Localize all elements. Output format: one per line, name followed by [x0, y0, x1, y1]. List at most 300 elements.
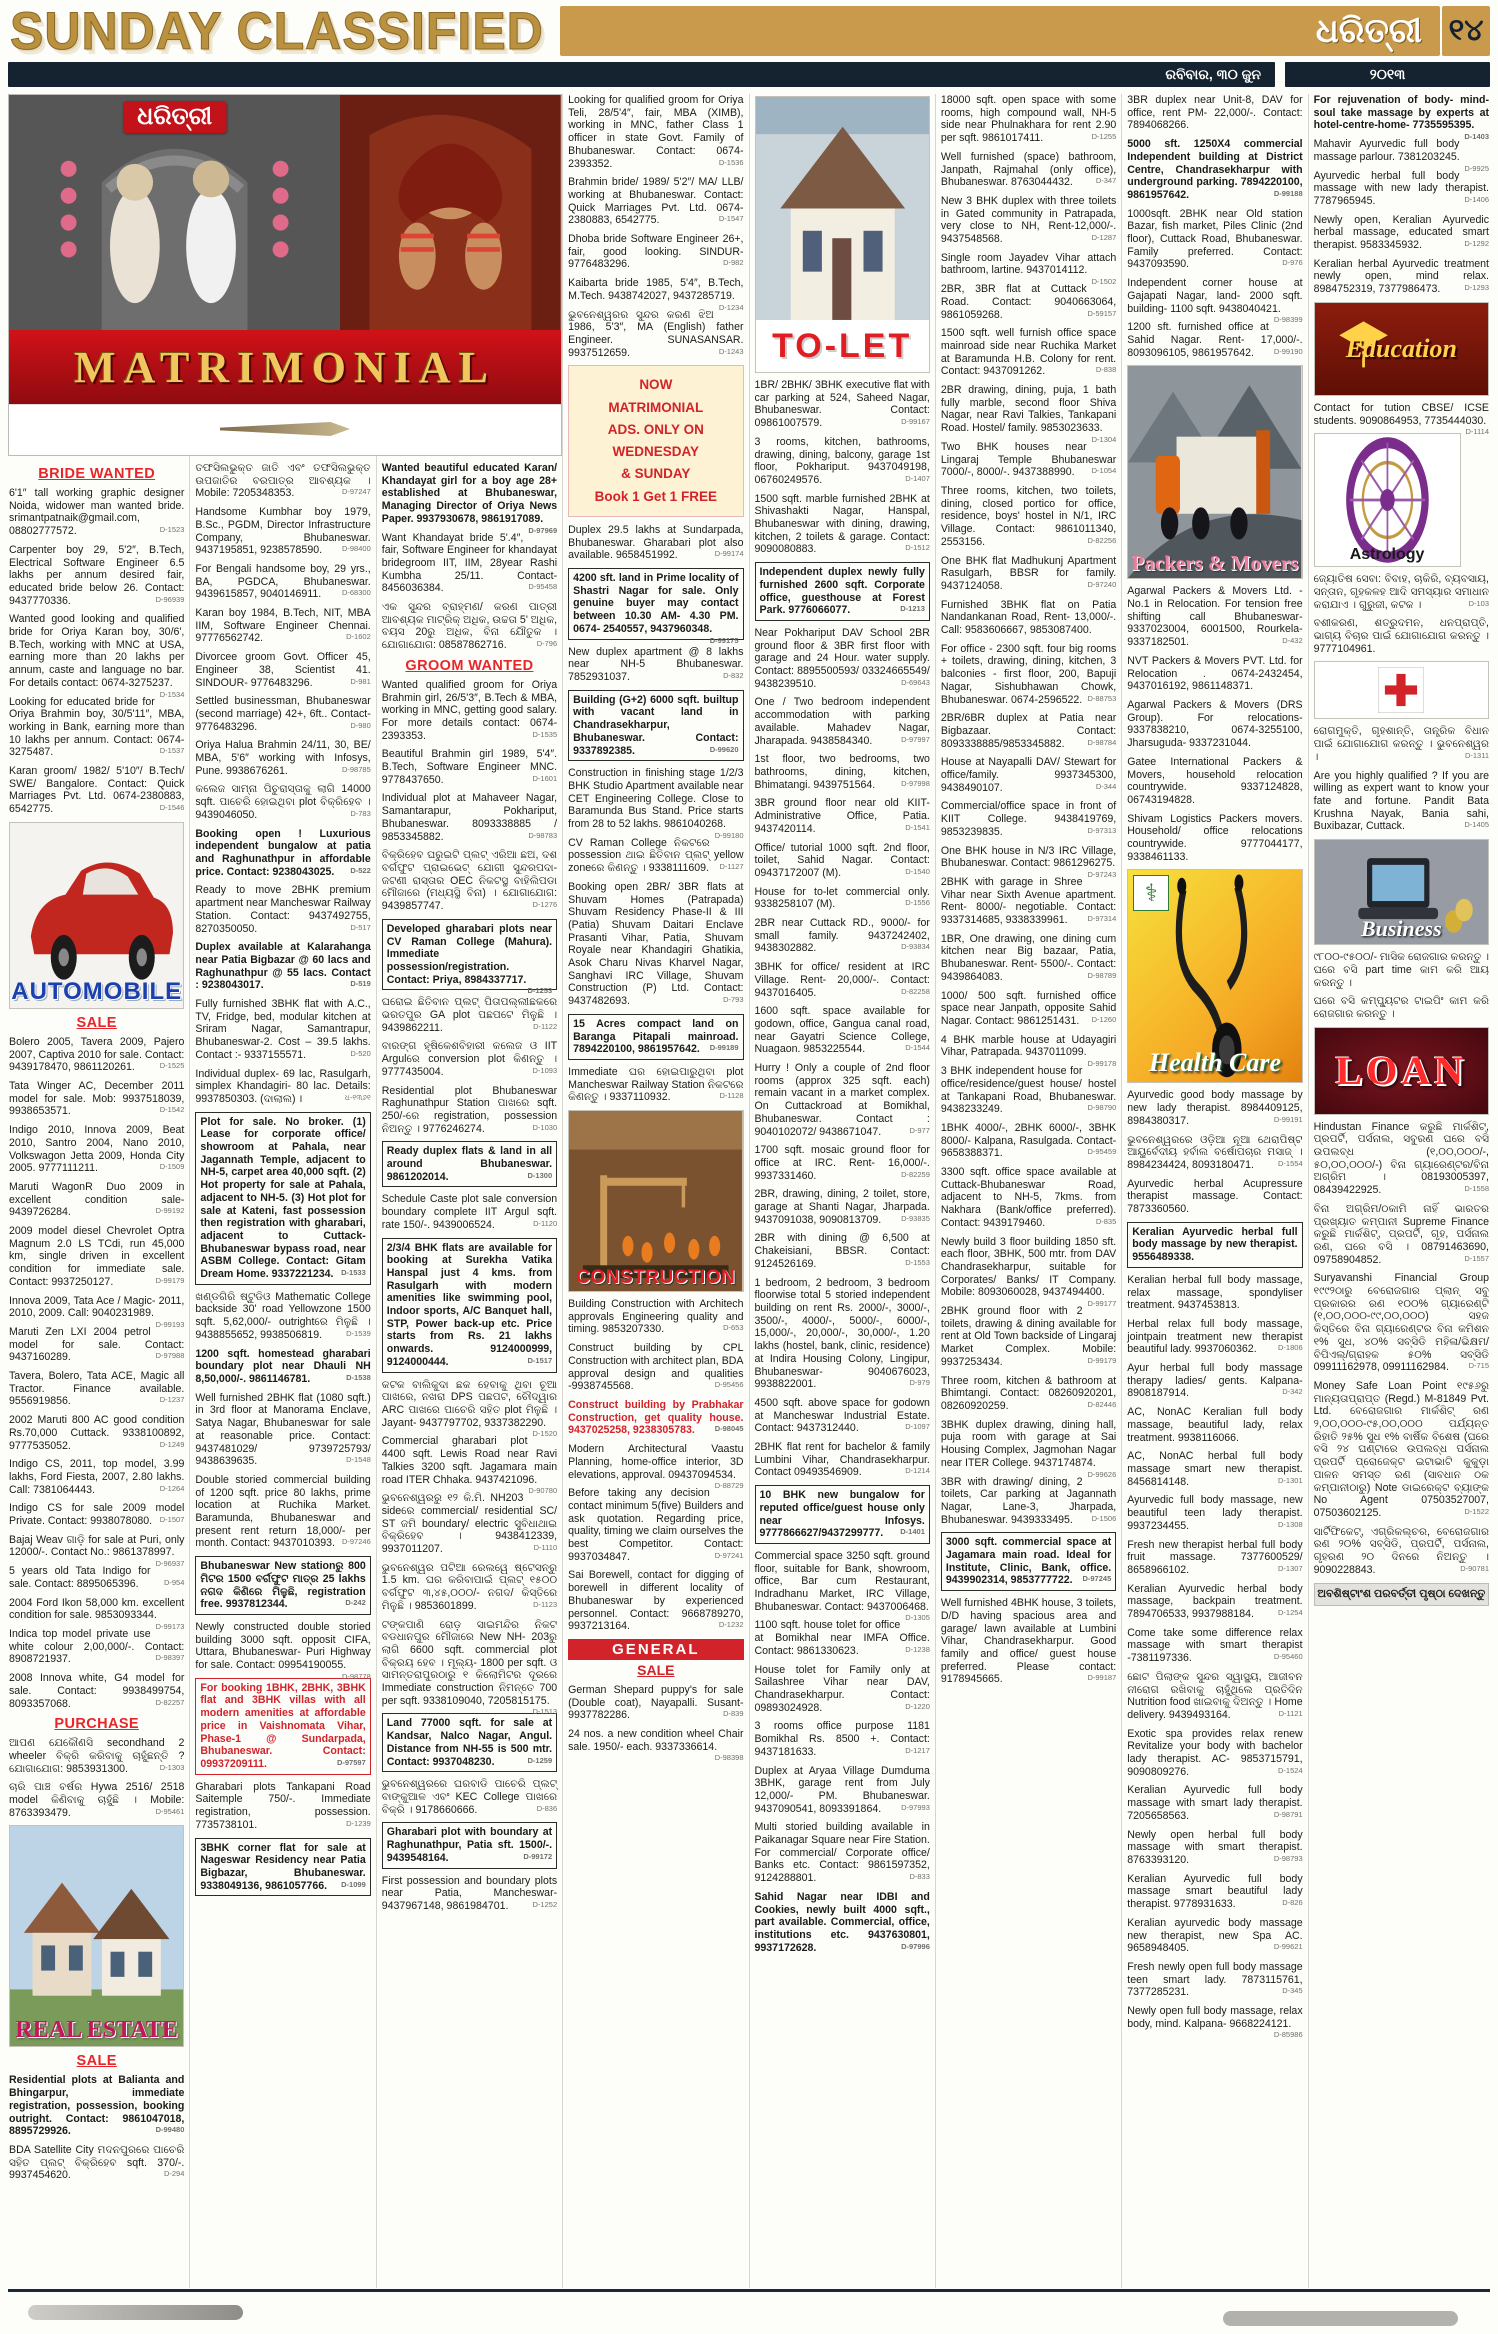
ad-id: D-835 [1095, 1216, 1117, 1226]
ad-id: D-1507 [159, 1515, 185, 1525]
ad-id: D-1213 [900, 604, 925, 614]
ad-id: D-653 [723, 1323, 744, 1333]
banner-footer [9, 404, 561, 453]
classified-ad: Residential plots at Balianta and Bhingarpur, immediate registration, possession, booking outright. Contact: 9861047018, 8895729926. D-99480 [9, 2074, 185, 2138]
classified-ad: Bolero 2005, Tavera 2009, Pajero 2007, Captiva 2010 for sale. Contact: 9439178470, 9861120261. D-1525 [9, 1035, 185, 1074]
classified-ad: Building (G+2) 6000 sqft. builtup with vacant land in Chandrasekharpur, Bhubaneswar. Contact: 9337892385. D-99620 [568, 690, 743, 762]
classified-ad: ଭୁବନେଶ୍ୱରରେ ଓଡ଼ିଆ ନୂଆ ଥେରାପିଷ୍ଟ ଆୟୁର୍ବେଦୀୟ ହର୍ବାଲ ବର୍ଷୋପଚାର ମସାଜ୍ । 8984234424, 8093180471. D-1554 [1127, 1133, 1303, 1171]
section-header-sale: SALE [76, 2053, 117, 2070]
classified-ad: Indigo CS for sale 2009 model Private. Contact: 9938078080. D-1507 [9, 1502, 185, 1528]
classified-ad: Tavera, Bolero, Tata ACE, Magic all Tractor. Finance available. 9556919856. D-1237 [9, 1370, 185, 1408]
classified-ad: For office - 2300 sqft. four big rooms + toilets, drawing, dining, kitchen, 3 balconies - first floor, 200, Bapuji Nagar, Sishubhawan Chowk, Bhubaneswar. 0674-2596522. D-88753 [940, 642, 1117, 706]
caduceus-icon: ⚕ [1133, 875, 1169, 911]
column-7 [1121, 94, 1307, 2288]
classified-ad: 4200 sft. land in Prime locality of Shastri Nagar for sale. Only genuine buyer may contact between 10.30 AM- 4.30 PM. 0674- 2540557, 9437960348. D-99175 [568, 568, 743, 640]
ad-id: D-1407 [905, 473, 930, 483]
classified-ad: Fully furnished 3BHK flat with A.C., TV, Fridge, bed, modular kitchen at Sriram Nagar, Samantrapur, Bhubaneswar-2. Cost – 39.5 lakhs. Contact :- 9337155571. D-520 [195, 998, 371, 1061]
automobile-label: AUTOMOBILE [11, 977, 183, 1005]
ad-id: D-98785 [341, 764, 371, 774]
classified-ad: 2BR near Cuttack RD., 9000/- for small family. 9437242402, 9438302882. D-93834 [754, 917, 930, 955]
ad-id: D-98784 [1087, 737, 1117, 747]
classified-ad: 6'1″ tall working graphic designer Noida, widower man wanted bride. srimantpatnaik@gmail.com, 08802777572. D-1523 [9, 487, 185, 538]
classified-ad: Dhoba bride Software Engineer 26+, fair, good looking. SINDUR- 9776483296. D-982 [568, 233, 744, 271]
classified-ad: 4 BHK marble house at Udayagiri Vihar, Patrapada. 9437011099. D-99178 [940, 1033, 1117, 1069]
classified-ad: Sahid Nagar near IDBI and Cookies, newly built 4000 sqft., part available. Commercial, office, institutions etc. 9437630801, 9937172628. D-97996 [754, 1890, 930, 1954]
classified-ad: House for to-let commercial only. 9338258107 (M). D-1556 [754, 885, 930, 911]
classified-ad: ବାରଙ୍ଗ ହୃଷିକେଶବିହାରୀ କଲେଜ ଓ IIT Argulରେ conversion plot କିଣନ୍ତୁ । 9777435004. D-1093 [381, 1040, 558, 1078]
classified-ad: 3BHK duplex drawing, dining hall, puja room with garage at Sai Housing Complex, Jagmohan Nagar near ITER College. 9437174874. D-99626 [940, 1418, 1117, 1479]
loan-image [1314, 1027, 1489, 1115]
packers-graphic [1128, 366, 1301, 578]
classified-ad: Brahmin bride/ 1989/ 5'2″/ MA/ LLB/ working at Bhubaneswar. Contact: Quick Marriages Pvt. Ltd. 0674-2380883, 6542775. D-1547 [568, 176, 744, 227]
section-header-purchase: PURCHASE [54, 1716, 139, 1733]
brand-logo: ଧରିତ୍ରୀ [1315, 11, 1422, 50]
classified-ad: Ayurvedic full body massage, new beautiful teen lady therapist. 9937234455. D-1308 [1127, 1494, 1303, 1532]
ad-id: D-1522 [1464, 1507, 1489, 1516]
classified-ad: Commercial/office space in front of KIIT College. 9438419769, 9853239835. D-97313 [940, 800, 1117, 838]
ad-id: D-980 [350, 720, 371, 730]
ad-id: D-1110 [533, 1543, 558, 1553]
bride-photo-graphic [340, 95, 561, 330]
ad-id: D-99189 [709, 1043, 739, 1053]
ad-id: D-82256 [1087, 535, 1117, 545]
tolet-image [755, 96, 930, 373]
classified-ad: Duplex at Aryaa Village Dumduma 3BHK, garage rent from July 12,000/- PM. Bhubaneswar. 9437090541, 8093391864. D-97993 [754, 1764, 930, 1815]
ad-id: D-793 [723, 995, 744, 1005]
ad-id: D-99172 [523, 1851, 553, 1861]
ad-id: D-82257 [155, 1697, 185, 1707]
classified-ad: Come take some difference relax massage with smart therapist -7381197336. D-95460 [1127, 1626, 1303, 1665]
classified-ad: 2004 Ford Ikon 58,000 km. excellent condition for sale. 9853093344. D-99173 [9, 1596, 185, 1631]
astrology-image [1314, 433, 1461, 567]
classified-ad: Looking for qualified groom for Oriya Teli, 28/5'4″, fair, MBA (XIMB), working in MNC, father Class 1 officer in state Govt. Family of Bhubaneswar. Contact: 0674- 2393352. D-1536 [568, 94, 744, 170]
realestate-label: REAL ESTATE [15, 2017, 178, 2044]
ad-id: D-981 [350, 676, 371, 686]
classified-ad: Schedule Caste plot sale conversion boundary complete IIT Argul sqft. rate 150/-. 9439006524. D-1120 [381, 1193, 558, 1231]
classified-ad: Fresh newly open full body massage teen smart lady. 7873115761, 7377285231. D-345 [1127, 1960, 1303, 1999]
ad-id: D-99191 [1273, 1114, 1303, 1124]
classified-ad: Residential plot Bhubaneswar Raghunathpur Station ପାଖରେ sqft. 250/-ରେ registration, possession ନିଅନ୍ତୁ । 9776246274. D-1030 [381, 1084, 558, 1135]
classified-ad: Furnished 3BHK flat on Patia Nandankanan Road, Rent- 13,000/-. Call: 9583606667, 9853087400. [940, 598, 1117, 637]
classified-ad: Booking open ! Luxurious independent bungalow at patia and Raghunathpur in affordable price. Contact: 9238043025. D-522 [195, 827, 371, 878]
shehnai-icon [220, 422, 350, 436]
classified-ad: 1500 sqft. well furnish office space mainroad side near Ruchika Market at Baramunda H.B. Colony for rent. Contact: 9437091262. D-838 [940, 327, 1117, 378]
ad-id: D-95461 [155, 1806, 185, 1816]
classified-ad: Newly constructed double storied building 3000 sqft. opposit CIFA, Uttara, Bhubaneswar- Puri Highway for sale. Contact: 09954190055. D-98778 [195, 1620, 371, 1681]
classified-ad: 1 bedroom, 2 bedroom, 3 bedroom floorwise total 5 storied independent building on rent Rs. 2000/-, 3000/-, 3500/-, 4000/-, 5000/-, 6000/-, 15,000/-, 20,000/-, 30,000/-, 1.20 lakhs (hostel, bank, clinic, residence) at Indira Housing Colony, Lingipur, Bhubaneswar- 9040676023, 9938822001. D-979 [754, 1276, 930, 1391]
notice-line: & SUNDAY [621, 466, 691, 482]
matrimonial-title: MATRIMONIAL [73, 342, 497, 392]
classified-ad: CV Raman College ନିକଟରେ possession ଥାଇ ଛିତିବାନ ପ୍ଲଟ୍ yellow zoneରେ କିଣନ୍ତୁ । 9338111609. D-1127 [568, 836, 744, 875]
classified-ad: Looking for educated bride for Oriya Brahmin boy, 30/5'11″, MBA, working in Bank, earning more than 10 lakhs per annum. Contact: 0674-3275487. D-1537 [9, 695, 185, 759]
ad-id: D-98397 [155, 1653, 185, 1663]
classified-ad: 1BR, One drawing, one dining cum kitchen near Big bazaar, Patia, Bhubaneswar. Rent- 5500/-. Contact: 9439864083. D-98789 [940, 932, 1117, 983]
notice-line: NOW [639, 377, 673, 393]
classified-ad: Multi storied building available in Paikanagar Square near Fire Station. For commercial/ Corporate office/ Banks etc. Contact: 9861597352, 9124288801. D-833 [754, 1821, 930, 1885]
classified-ad: Well furnished 4BHK house, 3 toilets, D/D having spacious area and garage/ lawn available at Lumbini Vihar, Chandrasekharpur. Good family and office/ guest house preferred. Please contact: 9178945665. D-99187 [940, 1597, 1117, 1686]
classified-ad: 3BR with drawing/ dining, 2 toilets, Car parking at Jagannath Nagar, Lane-3, Jharpada, Bhubaneswar. 9439333495. D-1506 [940, 1475, 1117, 1526]
classified-ad: Want Khandayat bride 5'.4″, fair, Software Engineer for khandayat bridegroom IIT, IIM, 28year Rashi Kumbha 25/11. Contact- 8456036384. D-95458 [381, 531, 558, 595]
ad-id: D-826 [1282, 1898, 1303, 1908]
ad-id: D-90781 [1460, 1563, 1489, 1573]
loan-label: LOAN [1335, 1048, 1468, 1094]
ad-id: D-1406 [1464, 194, 1489, 204]
ad-id: D-99177 [1087, 1299, 1117, 1309]
classified-ad: Before taking any decision contact minimum 5(five) Builders and ask quotation. Regarding price, quality, timing we claim ourselves the best Competitor. Contact: 9937034847. D-97241 [568, 1487, 744, 1563]
classified-ad: Newly open, Keralian Ayurvedic herbal massage, educated smart therapist. 9583345932. D-1292 [1313, 213, 1489, 252]
ad-id: D-69643 [901, 677, 930, 687]
ad-id: D-347 [1095, 176, 1117, 186]
ad-id: D-1305 [905, 1613, 930, 1623]
classified-ad: Handsome Kumbhar boy 1979, B.Sc., PGDM, Director Infrastructure Company, Bhubaneswar. 9437195851, 9238578590. D-98400 [195, 506, 371, 557]
classified-ad: For Bengali handsome boy, 29 yrs., BA, PGDCA, Bhubaneswar. 9439615857, 9040146911. D-68300 [195, 562, 371, 601]
classified-ad: Booking open 2BR/ 3BR flats at Shuvam Homes (Patrapada) Shuvam Residency Phase-II & III (Patia) Shuvam Daitari Enclave Prasanti Vihar, Patia, Shuvam Royale near Khandagiri Ghatikia, Asok Charu Nivas Kharvel Nagar, Sanghavi IRC Village, Shuvam Construction (P) Ltd. Contact: 9437482693. D-793 [568, 880, 744, 1008]
classified-ad: Independent duplex newly fully furnished 2600 sqft. Corporate office, guesthouse at Forest Park. 9776066077. D-1213 [755, 562, 930, 621]
classified-ad: ବିନା ଅଗ୍ରିମ/ଠକାମି ନାହିଁ ଭାରତର ପ୍ରଖ୍ୟାତ କମ୍ପାନୀ Supreme Finance କରୁଛି ମାର୍କଶିଟ୍, ପ୍ରପର୍ଟି, ଗୃହ, ପର୍ସନାଲ ରଣ, ଘରେ ବସି । 08791463690, 09758904852. D-1557 [1313, 1202, 1489, 1266]
ad-id: D-99178 [1087, 1059, 1117, 1069]
classified-ad: Contact for tution CBSE/ ICSE students. 9090864953, 7735444030. D-1114 [1313, 401, 1489, 437]
classified-ad: 24 nos. a new condition wheel Chair sale. 1950/- each. 9337336614. D-98398 [568, 1728, 744, 1763]
ad-id: D-95456 [714, 1380, 744, 1390]
classified-ad: Ayur herbal full body massage therapy ladies/ gents. Kalpana- 8908187914. D-342 [1127, 1362, 1303, 1400]
classified-ad: 1BHK 4000/-, 2BHK 6000/-, 3BHK 8000/- Kalpana, Rasulgada. Contact-9658388371. D-95459 [940, 1121, 1117, 1160]
classified-ad: Bhubaneswar New stationରୁ 800 ମିଟର 1500 ବର୍ଗଫୁଟ ମାତ୍ର 25 lakhs ନଗଦ କିଣିରେ ମିଳୁଛି, registration free. 9937812344. D-242 [195, 1556, 370, 1615]
ad-id: D-99167 [901, 417, 930, 427]
classified-ad: 3 rooms, kitchen, bathrooms, drawing, dining, balcony, garage 1st floor, Pokhariput. 9437049198, 06760249576. D-1407 [754, 435, 930, 486]
classified-ad: Keralian ayurvedic body massage new therapist, new Spa AC. 9658948405. D-99621 [1127, 1916, 1303, 1955]
ad-id: D-99179 [1087, 1355, 1117, 1365]
ad-id: D-1535 [532, 729, 558, 739]
ad-id: D-99621 [1273, 1942, 1303, 1952]
classified-ad: ବିକ୍ରିହେବ ଘରୁଇଟି ପ୍ଲଟ୍ ଏରିଆ ଛଅ, ଦଶ ବର୍ଗଫୁଟ ପ୍ରାଇଭେଟ୍ ଯୋଗୀ ସୁନ୍ଦରପଦା-ଜଟଣୀ ରାସ୍ତାର OEC ନିକଟସ୍ଥ ବାହିଲିପଡା ମୌଜାରେ (ମଧ୍ୟସ୍ଥି ବିନା) । ଯୋଗାଯୋଗ: 9439857747. D-1276 [381, 849, 558, 913]
classified-ad: House at Nayapalli DAV/ Stewart for office/family. 9937345300, 9438490107. D-344 [940, 756, 1117, 794]
classified-ad: BDA Satellite City ମଦନପୁରରେ ପାଚେରି ସହିତ ପ୍ଲଟ୍ ବିକ୍ରିହେବ sqft. 370/-. 9937454620. D-294 [9, 2143, 185, 2182]
classified-ad: କଟକ ବାଲିକୁଦା ଛକ ହେବାକୁ ଥିବା ଚୂଆ ପାଖରେ, ନଖରା DPS ପଛପଟ, ଚୌଦ୍ୱାର ARC ପାଖରେ ପାଚେରି ସହିତ plot ମିଳୁଛି । Jayant- 9437797702, 9337382290. D-1520 [381, 1378, 558, 1439]
classified-ad: Ready duplex flats & land in all around Bhubaneswar. 9861202014. D-1300 [382, 1141, 557, 1187]
ad-id: D-954 [163, 1577, 185, 1587]
classified-ad: Settled businessman, Bhubaneswar (second marriage) 42+, 6ft.. Contact- 9776483296. D-980 [195, 695, 371, 733]
classified-ad: Keralian herbal Ayurvedic treatment newly open, mind relax. 8984752319, 7377986473. D-1293 [1313, 257, 1489, 296]
classified-ad: Indica top model private use white colour 2,00,000/-. Contact: 8908721937. D-98397 [9, 1628, 185, 1666]
ad-id: D-1237 [159, 1395, 185, 1405]
classified-ad: 2008 Innova white, G4 model for sale. Contact: 9938499754, 8093357068. D-82257 [9, 1672, 185, 1710]
ad-id: D-97597 [336, 1757, 366, 1767]
classified-ad: 3BHK for office/ resident at IRC Village. Rent- 20,000/-. Contact: 9437016405. D-82258 [754, 961, 930, 999]
classified-ad: 1200 sft. furnished office at Sahid Nagar. Rent- 17,000/-. 8093096105, 9861957642. D-99190 [1127, 321, 1303, 359]
matrimonial-title-strip [9, 330, 561, 404]
classified-ad: କଲେଜ ସାମ୍ନା ପିଚୁରାସ୍ତାକୁ ଲାଗି 14000 sqft. ପାଚେରି ହୋଇଥିବା plot ବିକ୍ରିହେବ । 9439046050. D-783 [195, 783, 371, 821]
classified-ad: Gharabari plots Tankapani Road Saitemple 750/-. Immediate registration, possession. 7735738101. D-1239 [195, 1780, 371, 1831]
classified-ad: NVT Packers & Movers PVT. Ltd. for Relocation . 0674-2432454, 9437016192, 9861148371. [1127, 654, 1303, 693]
ad-id: D-98789 [1087, 970, 1117, 980]
notice-line: ADS. ONLY ON [607, 421, 704, 437]
classified-ad: Construction in finishing stage 1/2/3 BHK Studio Apartment available near CET Engineering College. Close to Baramunda Bus Stand. Price starts from 28 to 52 lakhs. 9861040268. D-99180 [568, 767, 744, 840]
classified-ad: Hurry ! Only a couple of 2nd floor rooms (approx 325 sqft. each) remain vacant in a market complex. On Cuttackroad at Bomikhal, Bhubaneswar. Contact : 9040102072/ 9438671047. D-977 [754, 1062, 930, 1138]
classified-ad: Three rooms, kitchen, two toilets, dining, closed portico for office, residence, boys' hostel in N/1, IRC Village. Contact: 9861011340, 2553156. D-82256 [940, 484, 1117, 548]
ad-id: D-1123 [533, 1599, 558, 1609]
ad-id: D-1303 [159, 1762, 185, 1772]
classified-ad: ଘରେ ବସି କମ୍ପ୍ୟୁଟର ଟାଇପିଂ କାମ କରି ରୋଜଗାର କରନ୍ତୁ । [1313, 995, 1489, 1020]
ad-id: D-1601 [532, 773, 558, 783]
ad-id: D-98791 [1273, 1809, 1303, 1819]
ad-id: D-1506 [1091, 1513, 1117, 1523]
classified-ad: Near Pokhariput DAV School 2BR ground floor & 3BR first floor with garage and 24 Hour. water supply. Contact: 8895500593/ 03324665549/ 9438239510. D-69643 [754, 626, 930, 690]
classified-ad: Office/ tutorial 1000 sqft. 2nd floor, toilet, Sahid Nagar. Contact: 09437172007 (M). D-1540 [754, 841, 930, 879]
ad-id: D-90780 [528, 1486, 558, 1496]
ad-id: D-1249 [159, 1439, 185, 1449]
classified-ad: 10 BHK new bungalow for reputed office/guest house only near Infosys. 9777866627/9437299777. D-1401 [755, 1485, 930, 1544]
classified-ad: 3300 sqft. office space available at Cuttack-Bhubaneswar Road, adjacent to NH-5, 7kms. from Nakhara (Bank/office preferred). Contact: 9439179460. D-835 [940, 1166, 1117, 1229]
ad-id: D-1544 [905, 1043, 930, 1053]
ad-id: D-1304 [1091, 434, 1117, 444]
construction-image [568, 1110, 743, 1292]
classified-ad: ଭୁବନେଶ୍ୱର ପଟିଆ ରେଲୱେ ଷ୍ଟେସନ୍‌ରୁ 1.5 km. ଘର କରିବାପାଇଁ ପ୍ଲଟ୍ ୧୫୦୦ ବର୍ଗଫୁଟ ୩,୪୫,୦୦୦/- ନଗଦ/ କିସ୍ତିରେ ମିଳୁଛି । 9853601899. D-1123 [381, 1561, 558, 1612]
ad-id: D-1307 [1278, 1563, 1303, 1573]
ad-id: D-99620 [709, 744, 739, 754]
ad-id: D-1556 [905, 898, 930, 908]
ad-id: D-1557 [1464, 1253, 1489, 1263]
ad-id: D-1540 [905, 866, 930, 876]
ad-id: D-1541 [905, 822, 930, 832]
general-sale-header [568, 1639, 743, 1678]
notice-line: MATRIMONIAL [608, 399, 704, 415]
ad-id: D-1525 [159, 1061, 185, 1071]
ad-id: D-1509 [159, 1162, 185, 1172]
ad-id: D-242 [345, 1598, 366, 1608]
ad-id: D-1533 [341, 1268, 366, 1278]
ad-id: D-97969 [528, 525, 558, 535]
ad-id: D-99180 [714, 830, 744, 840]
ad-id: D-98399 [1273, 315, 1303, 325]
matrimonial-banner [8, 94, 562, 456]
ad-id: D-1806 [1278, 1343, 1303, 1353]
classified-ad: Three room, kitchen & bathroom at Bhimtangi. Contact: 08260920201, 08260920259. D-82446 [940, 1374, 1117, 1412]
classified-ad: Money Safe Loan Point ୧୯୫୬ରୁ ମାନ୍ୟତାପ୍ରାପ୍ତ (Regd.) M-81849 Pvt. Ltd. ବେରୋଜଗାର ମାର୍କଶିଟ୍ ରଣ ୨,୦୦,୦୦୦-୯୫,୦୦,୦୦୦ ପର୍ଯ୍ୟନ୍ତ ରିହାତି ୨୫% ସୁଧ ୧% ବାର୍ଷିକ ବିଶେଷ (ଘରେ ବସି ୨୪ ଘଣ୍ଟାରେ ଉପଲବ୍ଧ ପର୍ସନାଲ ପ୍ରପର୍ଟି ପ୍ରୋଜେକ୍ଟ ଇଟାଭାଟି କୁକୁଡ଼ା ପାଳନ ସମସ୍ତ ରଣ (ସାବଧାନ ଠକ କମ୍ପାନୀଠାରୁ) Note ଡାଇରେକ୍ଟ ବ୍ୟାଙ୍କ No Agent 07503527007, 07503602125. D-1522 [1313, 1379, 1489, 1519]
ad-id: D-97243 [1087, 869, 1117, 879]
ad-id: D-82446 [1087, 1399, 1117, 1409]
ad-id: D-1122 [533, 1021, 558, 1031]
classified-ad: Construct building by Prabhakar Construction, get quality house. 9437025258, 9238305783. D-98045 [568, 1399, 744, 1437]
classified-ad: Construct building by CPL Construction with architect plan, BDA approval design and qualities -9938745568. D-95456 [568, 1342, 744, 1393]
classified-ad: 3 rooms office purpose 1181 Bomikhal Rs. 8500 +. Contact: 9437181633. D-1217 [754, 1720, 930, 1758]
classified-ad: Two BHK houses near Lingaraj Temple Bhubaneswar 7000/-, 8000/-. 9437388990. D-1054 [940, 440, 1117, 479]
classified-ad: Newly build 3 floor building 1850 sft. each floor, 3BHK, 500 mtr. from DAV Chandrasekharpur, suitable for Corporates/ Banks/ IT Company. Mobile: 8093060028, 9437494400. D-99177 [940, 1235, 1117, 1309]
ad-id: D-1253 [527, 986, 553, 996]
classified-ad: ଭୁବନେଶ୍ୱରରେ ଘରବାଡି ପାଚେରି ପ୍ଲଟ୍ ବାଙ୍କୁଆଳ ଏବଂ KEC College ପାଖରେ ବିକ୍ରି । 9178660666. D-836 [381, 1778, 558, 1816]
classified-ad: 2009 model diesel Chevrolet Optra Magnum 2.0 LS TCdi, run 45,000 km, single driven in excellent condition for immediate sale. Contact: 9937250127. D-99179 [9, 1225, 185, 1288]
ad-id: D-85986 [1273, 2030, 1303, 2040]
ad-id: D-833 [909, 1872, 930, 1882]
ad-id: D-1300 [527, 1170, 553, 1180]
ad-id: D-1558 [1464, 1184, 1489, 1194]
column-8 [1308, 94, 1494, 2288]
classified-ad: Double storied commercial building of 1200 sqft. price 80 lakhs, prime location at Ruchika Market. Baramunda, Bhubaneswar and present rent return 18,000/- per month. Contact: 9437010393. D-97246 [195, 1473, 371, 1550]
classified-ad: Wanted beautiful educated Karan/ Khandayat girl for a boy age 28+ established at Bhubaneswar, Managing Director of Oriya News Paper. 9937930678, 9861917089. D-97969 [381, 462, 558, 535]
ad-id: D-783 [350, 808, 371, 818]
classified-ad: Individual plot at Mahaveer Nagar, Samantarapur, Pokhariput, Bhubaneswar. 8093338885 / 9853345882. D-98783 [381, 792, 558, 843]
column-5 [749, 94, 935, 2288]
ad-id: D-1537 [159, 746, 185, 756]
classified-ad: One BHK flat Madhukunj Apartment Rasulgarh, BBSR for family. 9437124058. D-97240 [940, 554, 1117, 592]
ad-id: D-1254 [1278, 1608, 1303, 1618]
ad-id: D-976 [1282, 258, 1303, 268]
classified-ad: Keralian Ayurvedic herbal body massage, backpain treatment. 7894706533, 9937988184. D-1254 [1127, 1582, 1303, 1621]
classified-ad: Agarwal Packers & Movers (DRS Group). For relocations- 9337838210, 0674-3255100, Jharsuguda- 9337231044. [1127, 698, 1303, 750]
ad-id: D-1128 [719, 1091, 744, 1101]
ad-id: D-1232 [718, 1620, 744, 1630]
ad-id: D-1301 [1278, 1475, 1303, 1485]
ad-id: D-522 [350, 865, 371, 875]
ad-id: D-97996 [901, 1941, 930, 1951]
ad-id: D-1513 [532, 1707, 558, 1717]
classified-ad: Independent corner house at Gajapati Nagar, land- 2000 sqft. building- 1100 sqft. 9438040421. D-98399 [1127, 277, 1303, 325]
ad-id: D-95460 [1273, 1652, 1303, 1662]
ad-id: D-1602 [346, 632, 371, 642]
ad-id: D-1308 [1278, 1519, 1303, 1529]
ad-id: D-1512 [905, 543, 930, 553]
classified-ad: Commercial space 3250 sqft. ground floor, suitable for Bank, showroom, office, Bar cum Restaurant, Indradhanu Market, IRC Village, Bhubaneswar. Contact: 9437006468. D-1305 [754, 1549, 930, 1623]
classified-ad: Exotic spa provides relax renew Revitalize your body with bachelor lady therapist. AC- 9853715791, 9090809276. D-1524 [1127, 1727, 1303, 1778]
classified-ad: 1600 sqft. space available for godown, office, Gangua canal road, near Gayatri Science College, Nuagaon. 9853225544. D-1544 [754, 1005, 930, 1056]
classified-ad: 1500 sqft. marble furnished 2BHK at Shivashakti Nagar, Hanspal, Bhubaneswar with dining, drawing, kitchen, 2 toilets & garage. Contact: 9090080883. D-1512 [754, 492, 930, 556]
classified-ad: Developed gharabari plots near CV Raman College (Mahura). Immediate possession/registration. Contact: Priya, 8984337717. D-1253 [382, 919, 557, 991]
masthead [0, 0, 1498, 62]
bride-photo [340, 95, 561, 330]
classified-ad: Land 77000 sqft. for sale at Kandsar, Nalco Nagar, Angul. Distance from NH-55 is 500 mtr. Contact: 9937048230. D-1259 [382, 1713, 557, 1772]
classified-ad: Kaibarta bride 1985, 5'4″, B.Tech, M.Tech. 9438742027, 9437285719. D-1234 [568, 277, 744, 312]
ad-id: D-1214 [905, 1466, 930, 1476]
scrollbar-right[interactable] [1223, 2311, 1458, 2326]
classified-ad: AC, NonAC Keralian full body massage, beautiful lady, relax treatment. 9938116066. [1127, 1406, 1303, 1444]
ad-id: D-832 [723, 670, 744, 680]
section-header-sale: SALE [76, 1014, 117, 1031]
ad-id: D-1243 [718, 346, 744, 356]
classified-ad: Wanted good looking and qualified bride for Oriya Karan boy, 30/6', B.Tech, working with MNC at USA, earning more than 20 lakhs per annum, caste and language no bar. For details contact: 0674-3275237. D-1534 [9, 613, 185, 699]
classified-ad: 3 BHK independent house for office/residence/guest house/ hostel at Tankapani Road, Bhubaneswar. 9438233249. D-98790 [940, 1065, 1117, 1116]
ad-id: D-1276 [532, 900, 558, 910]
classified-ad: Carpenter boy 29, 5'2″, B.Tech, Electrical Software Engineer 6.5 lakhs per annum desired fair, educated bride below 26. Contact: 9437770336. D-96939 [9, 543, 185, 607]
ad-id: D-1127 [719, 862, 744, 872]
redcross-graphic [1378, 667, 1424, 713]
construction-graphic [569, 1111, 742, 1291]
classified-ad: Wanted qualified groom for Oriya Brahmin girl, 26/5'3″, B.Tech & MBA, working in MNC, getting good salary. For more details contact: 0674- 2393353. D-1535 [381, 678, 558, 742]
classified-ad: Bajaj Weav ଗାଡ଼ି for sale at Puri, only 12000/-. Contact No.: 9861378997. D-96937 [9, 1533, 185, 1569]
ad-id: D-1114 [1465, 427, 1489, 437]
classified-ad: Shivam Logistics Packers movers. Household/ office relocations countrywide. 9777044177, 9338461133. [1127, 812, 1303, 863]
construction-label: CONSTRUCTION [576, 1267, 736, 1289]
classified-ad: Well furnished 2BHK flat (1080 sqft.) in 3rd floor at Manorama Enclave, Satya Nagar, Bhubaneswar for sale at reasonable price. Contact: 9437481029/ 9739725793/ 9438639635. D-1548 [195, 1391, 371, 1468]
ad-id: D-97988 [155, 1351, 185, 1361]
classified-ad: 2BR with dining @ 6,500 at Chakeisiani, BBSR. Contact: 9124526169. D-1553 [754, 1232, 930, 1270]
ad-id: D-294 [163, 2169, 185, 2179]
packers-label: Packers & Movers [1131, 551, 1299, 576]
classified-ad: ୯୮୦୦-୯୫୦୦/- ମାସିକ ରୋଜଗାର କରନ୍ତୁ । ଘରେ ବସି part time କାମ କରି ଆୟ କରନ୍ତୁ । [1313, 951, 1489, 989]
ad-id: D-1547 [718, 214, 744, 224]
automobile-image [9, 822, 184, 1009]
classified-ad: Maruti Zen LXI 2004 petrol model for sale. Contact: 9437160289. D-97988 [9, 1325, 185, 1364]
classified-ad: Indigo CS, 2011, top model, 3.99 lakhs, Ford Fiesta, 2007, 2.80 lakhs. Call: 7381064443. D-1264 [9, 1458, 185, 1496]
classified-ad: 1BR/ 2BHK/ 3BHK executive flat with car parking at 524, Saheed Nagar, Bhubaneswar. Contact: 09861007579. D-99167 [754, 379, 930, 430]
ad-id: D-98793 [1273, 1853, 1303, 1863]
section-header-groom-wanted: GROOM WANTED [405, 657, 534, 674]
ad-id: D-1255 [1091, 132, 1117, 142]
page-number: ୧୪ [1442, 6, 1490, 56]
scrollbar-left[interactable] [28, 2305, 243, 2320]
classified-ad: 2BHK with garage in Shree Vihar near Sixth Avenue apartment. Rent- 8000/- negotiable. Contact: 9337314685, 9338339961. D-97314 [940, 875, 1117, 927]
ad-id: D-59157 [1087, 308, 1117, 318]
masthead-bar [560, 6, 1440, 56]
ad-id: D-1538 [346, 1373, 371, 1382]
ad-id: D-99175 [709, 635, 739, 645]
classified-ad: Karan boy 1984, B.Tech, NIT, MBA IIM, Software Engineer Chennai. 97776562742. D-1602 [195, 607, 371, 645]
ad-id: D-1311 [1464, 750, 1489, 760]
classified-ad: 5000 sft. 1250X4 commercial Independent building at District Centre, Chandrasekharpur with underground parking. 7894220100, 9861957642. D-99188 [1127, 138, 1303, 201]
classified-ad: Newly open herbal full body massage with smart therapist. 8763393120. D-98793 [1127, 1828, 1303, 1866]
ad-id: D-99192 [155, 1206, 185, 1216]
classified-ad: Gatee International Packers & Movers, household relocation countrywide. 9337124828, 06743194828. [1127, 755, 1303, 806]
redcross-image [1314, 661, 1489, 719]
ad-id: D-1234 [718, 302, 744, 312]
classified-ad: ଭୁବନେଶ୍ୱରରୁ ୧୨ କି.ମି. NH203 sideରେ commercial/ residential SC/ ST ଜମି boundary/ electric ସୁବିଧାଥାଇ ବିକ୍ରିହେବ । 9438412339, 9937011207. D-1110 [381, 1492, 558, 1556]
classified-ad: 4500 sqft. above space for godown at Mancheswar Industrial Estate. Contact: 9437312440. D-1097 [754, 1396, 930, 1435]
classified-ad: Well furnished (space) bathroom, Janpath, Rajmahal (only office), Bhubaneswar. 8763044432. D-347 [940, 150, 1117, 189]
classified-ad: 1200 sqft. homestead gharabari boundary plot near Dhauli NH 8,50,000/-. 9861146781. D-1538 [195, 1347, 371, 1385]
classified-ad: 2BR, 3BR flat at Cuttack Road. Contact: 9040663064, 9861059268. D-59157 [940, 283, 1117, 321]
ad-id: D-1517 [527, 1355, 553, 1365]
ad-id: D-1542 [159, 1105, 185, 1115]
classified-ad: ଖଣ୍ଡଗିରି ଷ୍ଟୁଡିଓ Mathematic College backside 30' road Yellowzone 1500 sqft. 5,62,000/- outrightରେ ମିଳୁଛି ।9438855652, 9938506819. D-1539 [195, 1290, 371, 1341]
matrimonial-offer-notice [568, 365, 743, 517]
ad-id: D-1220 [905, 1701, 930, 1711]
column-6 [935, 94, 1121, 2288]
classified-ad: For rejuvenation of body- mind-soul take massage by experts at hotel-centre-home- 7735595395. D-1403 [1313, 94, 1489, 142]
ad-id: D-88729 [714, 1481, 744, 1491]
ad-id: D-520 [350, 1048, 371, 1058]
ad-id: D-103 [1468, 598, 1489, 608]
ad-id: D-88753 [1087, 693, 1117, 703]
ad-id: D-432 [1282, 636, 1303, 646]
classified-ad: Duplex 29.5 lakhs at Sundarpada, Bhubaneswar. Gharabari plot also available. 9658451992. D-99174 [568, 523, 744, 562]
ad-id: D-796 [536, 639, 558, 649]
classified-ad: 2BR drawing, dining, puja, 1 bath fully marble, second floor Shiva Nagar, near Ravi Talkies, Tankapani Road. Hostel/ family. 9853023633. D-1304 [940, 384, 1117, 444]
ad-id: D-9925 [1464, 163, 1489, 173]
classified-ad: 1000sqft. 2BHK near Old station Bazar, fish market, Piles Clinic (2nd floor), Cuttack Road, Bhubaneswar. Family preferred. Contact: 9437093590. D-976 [1127, 207, 1303, 271]
classified-ad: ସାର୍ଟିଫିକେଟ୍, ଏଗ୍ରିକଲ୍ଚର, ବେରୋଜଗାର ରଣ ୨୦% ସବ୍‌ସିଡି, ପ୍ରପର୍ଟି, ପର୍ସନାଲ, ଗୃହରଣ ୨୦ ଦିନରେ ନିଅନ୍ତୁ । 9090228843. D-90781 [1313, 1525, 1489, 1576]
classified-ad: Keralian Ayurvedic full body massage with smart lady therapist. 7205658563. D-98791 [1127, 1784, 1303, 1822]
classified-ad: 1100 sqft. house tolet for office at Bomikhal near IMFA Office. Contact: 9861330623. D-1238 [754, 1619, 930, 1657]
ad-id: D-345 [1282, 1986, 1303, 1996]
ad-id: D-99626 [1087, 1469, 1117, 1479]
ad-id: D-98045 [714, 1424, 744, 1434]
ad-id: D-1252 [532, 1899, 558, 1909]
classified-ad: Modern Architectural Vaastu Planning, home-office interior, 3D elevations, approval. 09437094534. D-88729 [568, 1443, 744, 1491]
column-4 [562, 94, 748, 2288]
ad-id: D-1554 [1278, 1158, 1303, 1168]
classified-ad: Keralian herbal full body massage, relax massage, spondyliser treatment. 9437453813. [1127, 1273, 1303, 1312]
classified-ad: ଚାରି ପାଞ୍ଚ ବର୍ଷର Hywa 2516/ 2518 model କିଣିବାକୁ ଚାହୁଁଛି । Mobile: 8763393479. D-95461 [9, 1781, 185, 1819]
ad-id: D-98398 [714, 1753, 744, 1763]
ad-id: D-1120 [533, 1218, 558, 1228]
classified-ad: ଟଙ୍କପାଣି ରୋଡ଼ ସାଇମନ୍ଦିର ନିକଟ ବଡଧାନପୁର ମୌଜାରେ New NH- 203ରୁ ଲାଗି 6600 sqft. commercial plot ବିକ୍ରୟ ହେବ । ମୂଲ୍ୟ- 1800 per sqft. ଓ ସାମନ୍ତରାପୁରଠାରୁ ୧ କିଲୋମିଟର ଦୂରରେ Immediate construction ନିମନ୍ତେ 700 per sqft. 9338109040, 7205815175. D-1513 [381, 1618, 558, 1717]
classified-ad: AC, NonAC herbal full body massage smart new therapist. 8456814148. D-1301 [1127, 1450, 1303, 1488]
classified-ad: 3BR duplex near Unit-8, DAV for office, rent PM- 22,000/-. Contact: 7894068266. [1127, 94, 1303, 132]
notice-line: Book 1 Get 1 FREE [594, 488, 717, 504]
classified-ad: Suryavanshi Financial Group ୧୯୯୨ଠାରୁ ବେରୋଜଗାର ପ୍ଲାନ୍ ସବୁ ପ୍ରକାରର ରଣ ୧୦୦% ଗ୍ୟାରେଣ୍ଟି (୧,୦୦,୦୦୦-୯୯,୦୦,୦୦୦) ସହଜ କିସ୍ତିରେ ବିନା ଗ୍ୟାରେଣ୍ଟର ବିନା କମିଶନ ୧% ସୁଧ, ୪୦% ସବ୍‌ସିଡି ମହିଳା/ଭିକ୍ଷମ/ବିପିଏଲ୍/ଗ୍ରାହକ ୫୦% ସବ୍‌ସିଡି 09911162978, 09911162984. D-715 [1313, 1272, 1489, 1374]
ad-id: D-99174 [714, 549, 744, 559]
ad-id: D-93835 [901, 1213, 930, 1223]
classified-ad: 2BR, drawing, dining, 2 toilet, store, garage at Shanti Nagar, Jharpada. 9437091038, 9090813709. D-93835 [754, 1188, 930, 1226]
ad-id: D-1264 [159, 1483, 185, 1493]
